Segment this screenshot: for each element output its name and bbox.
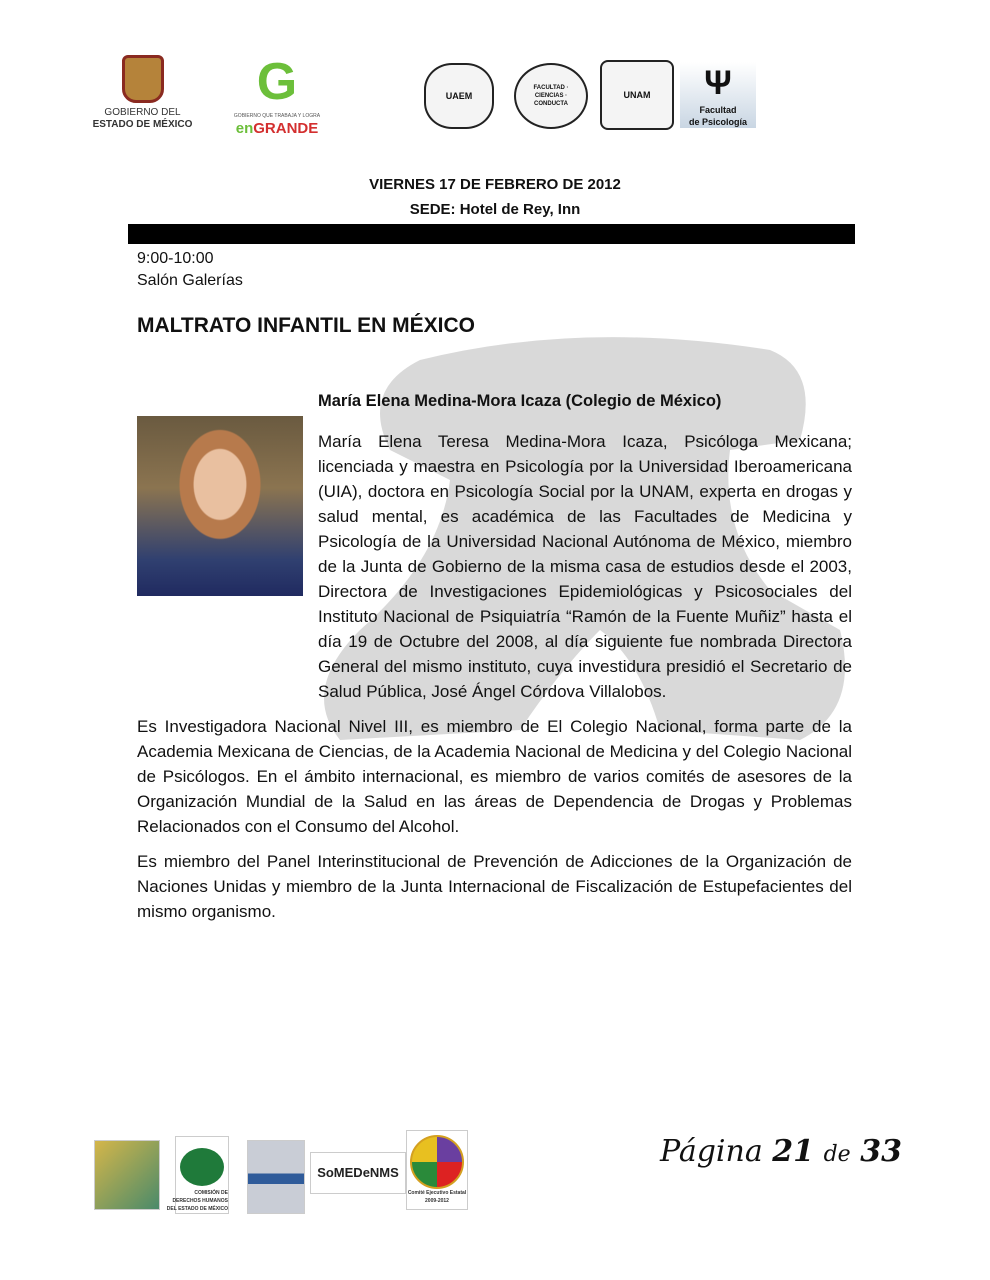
fcc-seal-text: FACULTAD · CIENCIAS · CONDUCTA: [533, 85, 569, 107]
psicologia-logo: [680, 62, 756, 128]
page-current: 21: [772, 1134, 815, 1169]
unam-seal: [600, 60, 674, 130]
date-line: VIERNES 17 DE FEBRERO DE 2012: [369, 176, 621, 193]
psicologia-line1: Facultad: [699, 105, 737, 115]
engrande-grande: GRANDE: [253, 120, 319, 137]
coat-of-arms-icon: [122, 55, 164, 103]
somedenms-text: SoMEDeNMS: [317, 1165, 399, 1180]
speaker-name: María Elena Medina-Mora Icaza (Colegio de México): [318, 392, 722, 410]
comision-line2: DERECHOS HUMANOS: [172, 1198, 228, 1204]
comision-line1: COMISIÓN DE: [194, 1190, 228, 1196]
gobierno-logo: [85, 55, 200, 131]
divider-bar: [128, 224, 855, 244]
speaker-photo: [137, 416, 303, 596]
footer-logo-somedenms: [310, 1152, 406, 1194]
comite-line1: Comité Ejecutivo Estatal: [407, 1190, 467, 1196]
g-letter-icon: G: [256, 53, 298, 111]
uaem-seal-text: UAEM: [445, 90, 473, 101]
comision-line3: DEL ESTADO DE MÉXICO: [166, 1206, 228, 1212]
dove-icon: [180, 1148, 224, 1186]
fcc-seal: [514, 63, 588, 129]
comite-line2: 2009-2012: [425, 1198, 449, 1204]
footer-logo-comite: [406, 1130, 468, 1210]
footer-logo-mountains: [247, 1140, 305, 1214]
engrande-en: en: [235, 120, 254, 137]
footer-logo-secretaria: [94, 1140, 160, 1210]
page-label: Página: [660, 1134, 763, 1169]
page-number: [660, 1132, 902, 1175]
page-total: 33: [860, 1134, 902, 1169]
session-room: Salón Galerías: [137, 272, 243, 289]
psicologia-line2: de Psicología: [688, 117, 748, 127]
psi-icon: Ψ: [704, 64, 732, 102]
bio-paragraph-2: Es Investigadora Nacional Nivel III, es miembro de El Colegio Nacional, forma parte de la Academia Mexicana de Ciencias, de la Academia Nacional de Medicina y del Colegio Nacional de Psicólogos. En el ámbito internacional, es miembro de varios comités de asesores de la Organización Mundial de la Salud en las áreas de Dependencia de Drogas y Problemas Relacionados con el Consumo del Alcohol.: [137, 717, 852, 836]
bio-paragraph-3: Es miembro del Panel Interinstitucional de Prevención de Adicciones de la Organización de Naciones Unidas y miembro de la Junta Internacional de Fiscalización de Estupefacientes del mismo organismo.: [137, 852, 852, 921]
venue-line: SEDE: Hotel de Rey, Inn: [409, 201, 581, 218]
gobierno-line1: GOBIERNO DEL: [104, 107, 181, 118]
session-title: MALTRATO INFANTIL EN MÉXICO: [137, 314, 475, 337]
comite-emblem-icon: [410, 1135, 464, 1189]
page-sep: de: [823, 1142, 851, 1167]
uaem-seal: [424, 63, 494, 129]
engrande-logo: [232, 52, 322, 138]
gobierno-line2: ESTADO DE MÉXICO: [92, 119, 193, 130]
engrande-tagline: GOBIERNO QUE TRABAJA Y LOGRA: [233, 113, 321, 119]
footer-logo-comision: [166, 1136, 229, 1214]
session-time: 9:00-10:00: [137, 250, 214, 267]
bio-paragraph-1: María Elena Teresa Medina-Mora Icaza, Psicóloga Mexicana; licenciada y maestra en Psicología por la Universidad Iberoamericana (UIA), doctora en Psicología Social por la UNAM, experta en drogas y salud mental, es académica de las Facultades de Medicina y Psicología de la Universidad Nacional Autónoma de México, miembro de la Junta de Gobierno de la misma casa de estudios desde el 2003, Directora de Investigaciones Epidemiológicas y Psicosociales del Instituto Nacional de Psiquiatría “Ramón de la Fuente Muñiz” hasta el día 19 de Octubre del 2008, al día siguiente fue nombrada Directora General del mismo instituto, cuya investidura presidió el Secretario de Salud Pública, José Ángel Córdova Villalobos.: [318, 432, 852, 701]
unam-seal-text: UNAM: [623, 89, 651, 100]
